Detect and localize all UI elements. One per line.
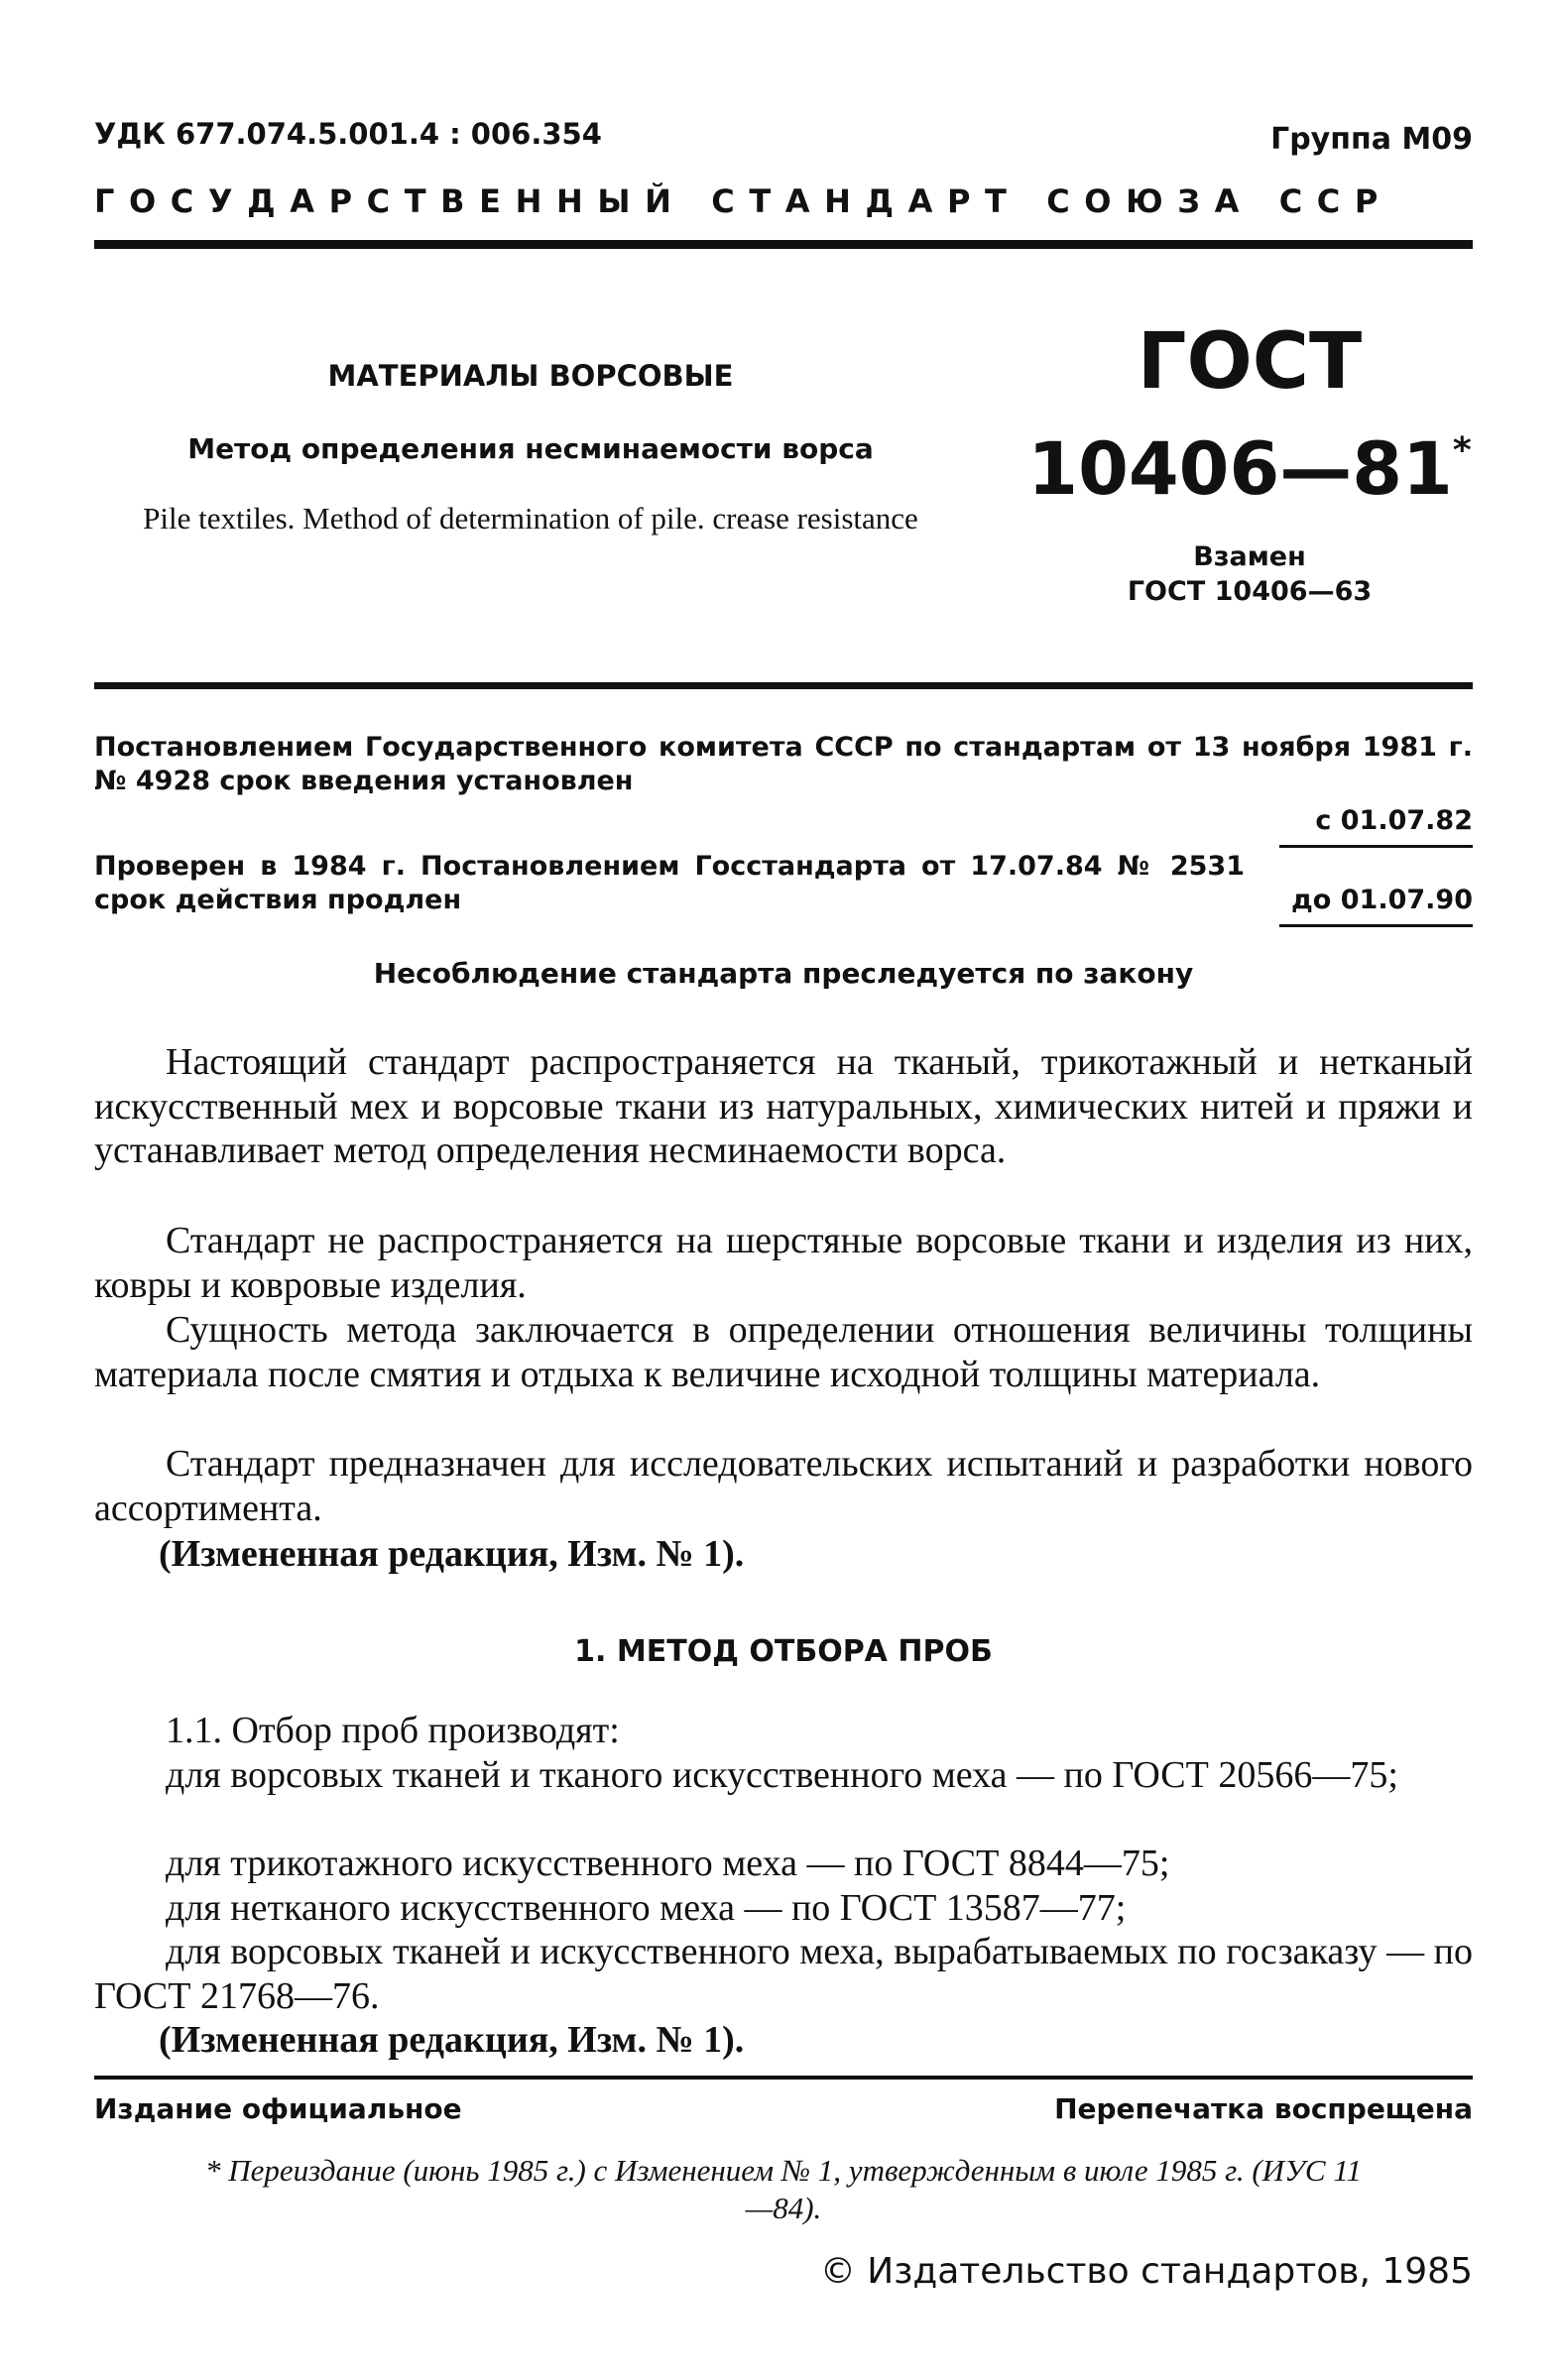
state-standard-heading: ГОСУДАРСТВЕННЫЙ СТАНДАРТ СОЮЗА ССР — [94, 182, 1392, 220]
effective-date-rule — [1279, 845, 1473, 848]
expiry-date-rule — [1279, 924, 1473, 927]
footer-rule — [94, 2076, 1473, 2080]
effective-date: с 01.07.82 — [1315, 805, 1473, 836]
method-essence-paragraph: Сущность метода заключается в определении отношения величины толщины материала после смятия и отдыха к величине исходной толщины материала. — [94, 1309, 1473, 1395]
english-title: Pile textiles. Method of determination of pile. crease resistance — [143, 501, 918, 536]
sampling-item: для ворсовых тканей и тканого искусственного меха — по ГОСТ 20566—75; — [166, 1754, 1398, 1796]
no-reprint-label: Перепечатка воспрещена — [1054, 2092, 1473, 2125]
sampling-item: для нетканого искусственного меха — по ГОСТ 13587—77; — [166, 1887, 1127, 1929]
decree-text: Постановлением Государственного комитета СССР по стандартам от 13 ноября 1981 г. № 4928 срок введения установлен — [94, 732, 1473, 796]
section-title: 1. МЕТОД ОТБОРА ПРОБ — [574, 1634, 993, 1669]
sampling-item: для трикотажного искусственного меха — по ГОСТ 8844—75; — [166, 1843, 1170, 1884]
udk-code: УДК 677.074.5.001.4 : 006.354 — [94, 117, 602, 151]
replaced-gost: ГОСТ 10406—63 — [1127, 576, 1373, 607]
gost-number-value: 10406—81 — [1027, 427, 1453, 512]
clause-1-1: 1.1. Отбор проб производят: — [166, 1710, 620, 1751]
copyright-notice: © Издательство стандартов, 1985 — [819, 2251, 1473, 2292]
exclusion-paragraph: Стандарт не распространяется на шерстяные ворсовые ткани и изделия из них, ковры и ковровые изделия. — [94, 1220, 1473, 1306]
official-edition-label: Издание официальное — [94, 2092, 462, 2125]
review-text: Проверен в 1984 г. Постановлением Госстандарта от 17.07.84 № 2531 срок действия продлен — [94, 851, 1245, 915]
violation-notice: Несоблюдение стандарта преследуется по закону — [373, 957, 1194, 990]
edit-note: (Измененная редакция, Изм. № 1). — [159, 1533, 745, 1575]
group-code: Группа М09 — [1270, 122, 1473, 157]
sampling-item: для ворсовых тканей и искусственного меха, вырабатываемых по госзаказу — по ГОСТ 21768—76. — [94, 1931, 1473, 2017]
expiry-date: до 01.07.90 — [1291, 885, 1473, 915]
replaces-label: Взамен — [1193, 541, 1306, 572]
document-title: МАТЕРИАЛЫ ВОРСОВЫЕ — [327, 359, 734, 393]
purpose-paragraph: Стандарт предназначен для исследовательских испытаний и разработки нового ассортимента. — [94, 1443, 1473, 1529]
gost-label: ГОСТ — [1137, 317, 1363, 407]
gost-asterisk: * — [1452, 430, 1472, 471]
scope-paragraph: Настоящий стандарт распространяется на тканый, трикотажный и нетканый искусственный мех и ворсовые ткани из натуральных, химических нитей и пряжи и устанавливает метод определения несминаемости ворса. — [94, 1041, 1473, 1171]
header-rule — [94, 240, 1473, 249]
title-rule — [94, 682, 1473, 689]
gost-number — [1021, 407, 1478, 515]
edit-note: (Измененная редакция, Изм. № 1). — [159, 2019, 745, 2061]
reissue-footnote: * Переиздание (июнь 1985 г.) с Изменением № 1, утвержденным в июле 1985 г. (ИУС 11—84). — [204, 2153, 1363, 2225]
document-subtitle: Метод определения несминаемости ворса — [187, 432, 874, 465]
